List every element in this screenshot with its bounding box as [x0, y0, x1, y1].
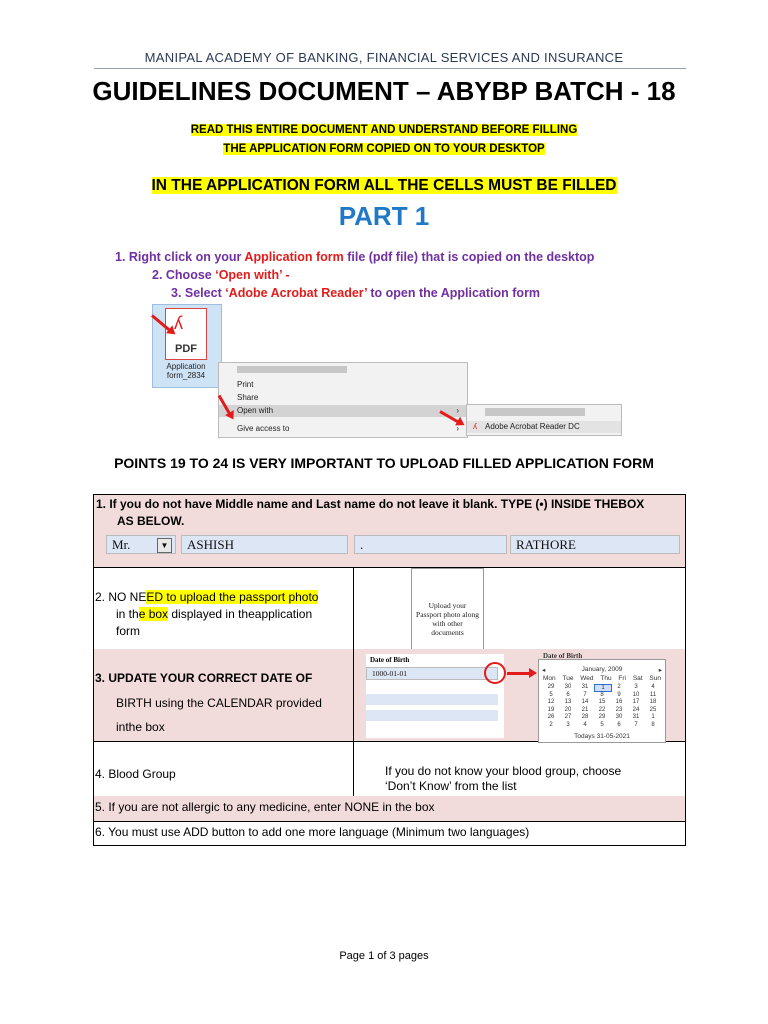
- calendar-grid[interactable]: [543, 684, 661, 728]
- calendar-day[interactable]: 26: [547, 714, 555, 720]
- calendar-day[interactable]: 22: [598, 706, 606, 713]
- calendar-weekdays: [543, 675, 661, 682]
- row-1-text: 1. If you do not have Middle name and Last name do not leave it blank. TYPE (•) INSIDE THEBOX: [96, 497, 645, 511]
- calendar-day[interactable]: 25: [649, 706, 657, 713]
- column-divider: [353, 649, 354, 741]
- pdf-file-caption: Application form_2834: [166, 362, 206, 380]
- calendar-weekday: Fri: [618, 675, 626, 682]
- row-5-text: 5. If you are not allergic to any medicine, enter NONE in the box: [95, 800, 435, 814]
- step-2: 2. Choose ‘Open with’ -: [152, 268, 290, 282]
- calendar-day[interactable]: 6: [617, 721, 621, 728]
- calendar-month: January, 2009: [581, 666, 623, 673]
- calendar-popup[interactable]: [538, 652, 666, 743]
- part-heading: PART 1: [338, 201, 430, 231]
- calendar-weekday: Tue: [562, 675, 574, 682]
- chevron-right-icon: ›: [456, 424, 459, 433]
- calendar-day[interactable]: 30: [615, 714, 623, 720]
- calendar-next-icon[interactable]: ▸: [658, 667, 662, 674]
- step-3: 3. Select ‘Adobe Acrobat Reader’ to open the Application form: [171, 286, 541, 300]
- first-name-field[interactable]: ASHISH: [181, 535, 348, 554]
- calendar-day[interactable]: 4: [583, 721, 587, 728]
- instruction-line-2: THE APPLICATION FORM COPIED ON TO YOUR DESKTOP: [223, 143, 545, 155]
- pointer-arrow-icon: [507, 672, 531, 675]
- calendar-day[interactable]: 5: [600, 721, 604, 728]
- calendar-day[interactable]: 9: [617, 691, 621, 698]
- column-divider: [353, 741, 354, 796]
- calendar-day[interactable]: 3: [566, 721, 570, 728]
- calendar-day[interactable]: 31: [632, 714, 640, 720]
- calendar-day[interactable]: 2: [617, 684, 621, 690]
- chevron-right-icon: ›: [456, 406, 459, 415]
- column-divider: [353, 567, 354, 649]
- calendar-day[interactable]: 1: [594, 684, 612, 692]
- organization-name: MANIPAL ACADEMY OF BANKING, FINANCIAL SERVICES AND INSURANCE: [144, 50, 624, 65]
- calendar-day[interactable]: 2: [549, 721, 553, 728]
- calendar-day[interactable]: 27: [564, 714, 572, 720]
- step-1: 1. Right click on your Application form file (pdf file) that is copied on the desktop: [115, 250, 595, 264]
- dob-field[interactable]: 1000-01-01: [366, 667, 498, 680]
- row-3-text: 3. UPDATE YOUR CORRECT DATE OF: [95, 671, 313, 685]
- row-4-text: 4. Blood Group: [95, 767, 176, 781]
- last-name-field[interactable]: RATHORE: [510, 535, 680, 554]
- calendar-dob-label: Date of Birth: [543, 652, 583, 660]
- calendar-day[interactable]: 18: [649, 699, 657, 705]
- calendar-day[interactable]: 15: [598, 699, 606, 705]
- calendar-day[interactable]: 21: [581, 706, 589, 713]
- calendar-weekday: Sat: [632, 675, 643, 682]
- row-6-text: 6. You must use ADD button to add one more language (Minimum two languages): [95, 825, 530, 839]
- dropdown-arrow-icon: ▼: [157, 538, 172, 553]
- calendar-day[interactable]: 29: [598, 714, 606, 720]
- row-4-note-2: ‘Don’t Know’ from the list: [385, 779, 517, 793]
- table-row: [94, 495, 685, 568]
- dob-label: Date of Birth: [370, 656, 410, 664]
- calendar-day[interactable]: 29: [547, 684, 555, 690]
- calendar-day[interactable]: 28: [581, 714, 589, 720]
- calendar-day[interactable]: 3: [634, 684, 638, 690]
- acrobat-logo-icon: ʎ: [174, 313, 183, 333]
- calendar-day[interactable]: 7: [634, 721, 638, 728]
- row-2-text-3: form: [116, 624, 140, 638]
- middle-name-field[interactable]: .: [354, 535, 507, 554]
- guidelines-table: [93, 494, 686, 846]
- calendar-day[interactable]: 17: [632, 699, 640, 705]
- dob-screenshot: [366, 654, 504, 738]
- highlight-circle: [484, 662, 506, 684]
- menu-item-print[interactable]: Print: [237, 380, 254, 389]
- blurred-field: [366, 710, 498, 721]
- table-row: [94, 649, 685, 742]
- calendar-day[interactable]: 23: [615, 706, 623, 713]
- calendar-prev-icon[interactable]: ◂: [542, 667, 546, 674]
- row-2-text-2: in the box displayed in theapplication: [116, 607, 313, 621]
- menu-item-open-with[interactable]: Open with ›: [219, 405, 467, 417]
- calendar-day[interactable]: 1: [651, 714, 655, 720]
- instruction-line-1: READ THIS ENTIRE DOCUMENT AND UNDERSTAND BEFORE FILLING: [190, 124, 578, 136]
- row-3-text-3: inthe box: [116, 720, 165, 734]
- row-4-note: If you do not know your blood group, choose: [385, 764, 622, 778]
- acrobat-icon: ʎ: [473, 422, 477, 431]
- calendar-day[interactable]: 31: [581, 684, 589, 690]
- points-heading: POINTS 19 TO 24 IS VERY IMPORTANT TO UPLOAD FILLED APPLICATION FORM: [114, 455, 654, 471]
- calendar-day[interactable]: 16: [615, 699, 623, 705]
- menu-item-share[interactable]: Share: [237, 393, 259, 402]
- row-3-text-2: BIRTH using the CALENDAR provided: [116, 696, 322, 710]
- context-menu: [218, 362, 468, 438]
- calendar-weekday: Wed: [580, 675, 594, 682]
- calendar-day[interactable]: 13: [564, 699, 572, 705]
- table-row: [94, 567, 685, 650]
- pdf-file-icon: ʎ PDF: [165, 308, 207, 360]
- table-row: [94, 821, 685, 845]
- calendar-day[interactable]: 14: [581, 699, 589, 705]
- row-2-text: 2. NO NEED to upload the passport photo: [95, 590, 319, 604]
- calendar-weekday: Mon: [543, 675, 556, 682]
- calendar-day[interactable]: 8: [651, 721, 655, 728]
- calendar-day[interactable]: 30: [564, 684, 572, 690]
- table-row: [94, 741, 685, 797]
- document-title: GUIDELINES DOCUMENT – ABYBP BATCH - 18: [92, 76, 676, 106]
- calendar-day[interactable]: 5: [549, 691, 553, 698]
- calendar-day[interactable]: 19: [547, 706, 555, 713]
- calendar-day[interactable]: 10: [632, 691, 640, 698]
- calendar-day[interactable]: 12: [547, 699, 555, 705]
- cells-note: IN THE APPLICATION FORM ALL THE CELLS MUST BE FILLED: [151, 177, 617, 194]
- row-1-text-2: AS BELOW.: [117, 514, 185, 528]
- calendar-weekday: Thu: [600, 675, 612, 682]
- blurred-menu-item: [237, 366, 347, 373]
- calendar-day[interactable]: 8: [600, 691, 604, 698]
- page-footer: Page 1 of 3 pages: [339, 950, 429, 962]
- menu-item-acrobat-reader[interactable]: ʎ Adobe Acrobat Reader DC: [467, 421, 621, 433]
- blurred-menu-item: [485, 408, 585, 416]
- calendar-day[interactable]: 6: [566, 691, 570, 698]
- open-with-submenu: [466, 404, 622, 436]
- calendar-weekday: Sun: [649, 675, 661, 682]
- calendar-day[interactable]: 20: [564, 706, 572, 713]
- calendar-day[interactable]: 4: [651, 684, 655, 690]
- table-row: [94, 796, 685, 822]
- passport-photo-box: Upload your Passport photo along with other documents: [411, 568, 484, 650]
- calendar-day[interactable]: 24: [632, 706, 640, 713]
- calendar-today[interactable]: Todays 31-05-2021: [574, 733, 630, 740]
- menu-item-give-access[interactable]: Give access to ›: [237, 424, 459, 433]
- blurred-field: [366, 694, 498, 705]
- calendar-day[interactable]: 7: [583, 691, 587, 698]
- title-select[interactable]: Mr. ▼: [106, 535, 176, 554]
- header-rule: [94, 68, 686, 69]
- calendar-day[interactable]: 11: [649, 691, 657, 698]
